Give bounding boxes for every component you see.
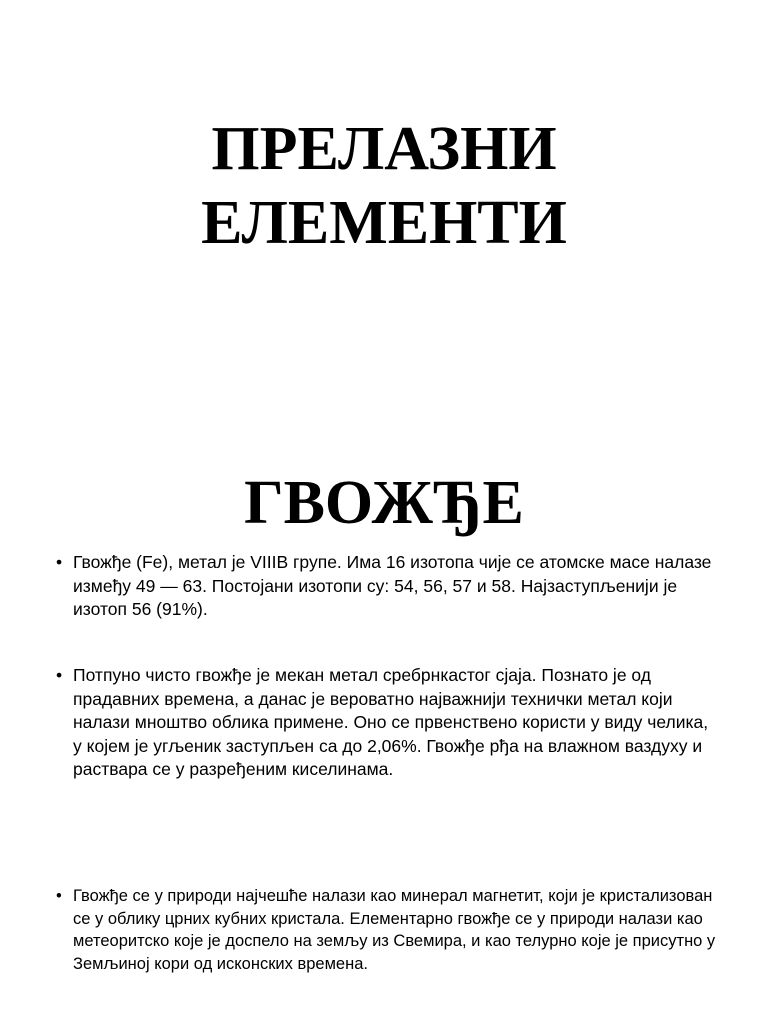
section-heading: ГВОЖЂЕ (244, 469, 524, 537)
page-title (0, 112, 768, 260)
page-title-line-1: ПРЕЛАЗНИ (211, 115, 557, 183)
page-title-line-2: ЕЛЕМЕНТИ (201, 189, 567, 257)
bullet-item-isotopes: • Гвожђе (Fe), метал је VIIIB групе. Има 16 изотопа чије се атомске масе налазе између 49 — 63. Постојани изотопи су: 54, 56, 57 и 58. Најзаступљенији је изотоп 56 (91%). (56, 551, 716, 622)
bullet-item-properties: • Потпуно чисто гвожђе је мекан метал сребрнкастог сјаја. Познато је од прадавних времена, а данас је вероватно најважнији технички метал који налази мноштво облика примене. Оно се првенствено користи у виду челика, у којем је угљеник заступљен са до 2,06%. Гвожђе рђа на влажном ваздуху и раствара се у разређеним киселинама. (56, 664, 716, 782)
bullet-item-occurrence: • Гвожђе се у природи најчешће налази као минерал магнетит, који је кристализован се у облику црних кубних кристала. Елементарно гвожђе се у природи налази као метеоритско које је доспело на земљу из Свемира, и као телурно које је присутно у Земљиној кори од исконских времена. (56, 885, 716, 975)
